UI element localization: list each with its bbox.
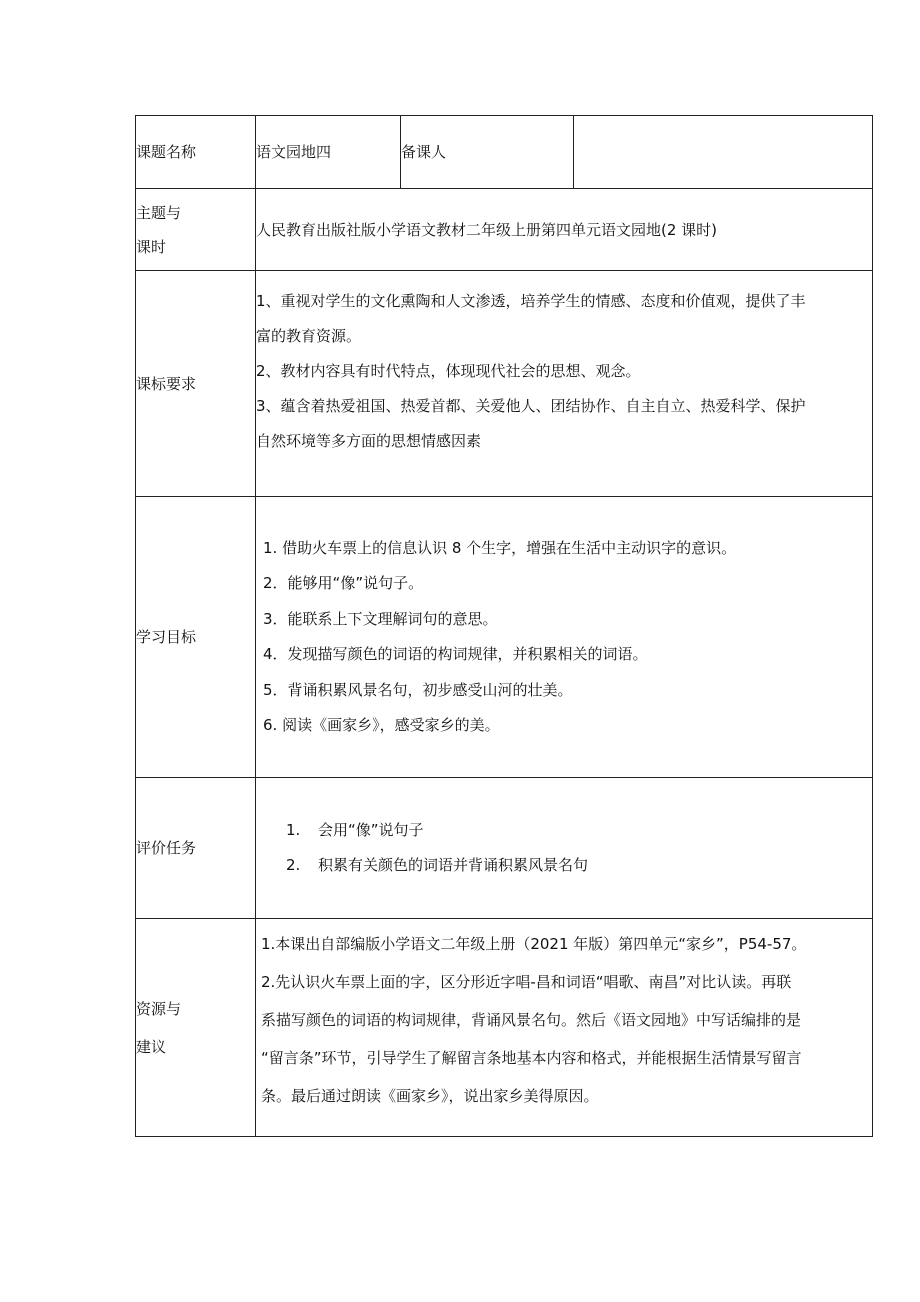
resource-line: “留言条”环节，引导学生了解留言条地基本内容和格式，并能根据生活情景写留言 bbox=[261, 1049, 802, 1067]
resource-line: 条。最后通过朗读《画家乡》，说出家乡美得原因。 bbox=[261, 1087, 599, 1105]
standard-line: 1、重视对学生的文化熏陶和人文渗透，培养学生的情感、态度和价值观，提供了丰 bbox=[256, 292, 806, 310]
standard-label: 课标要求 bbox=[136, 374, 197, 393]
eval-content-cell bbox=[256, 778, 873, 919]
goal-item: 2．能够用“像”说句子。 bbox=[263, 574, 424, 592]
row-resource bbox=[136, 919, 873, 1137]
row-eval bbox=[136, 778, 873, 919]
goals-label: 学习目标 bbox=[136, 628, 197, 646]
goal-item: 3．能联系上下文理解词句的意思。 bbox=[263, 609, 498, 628]
preparer-label-cell bbox=[401, 116, 574, 189]
resource-line: 系描写颜色的词语的构词规律，背诵风景名句。然后《语文园地》中写话编排的是 bbox=[261, 1011, 802, 1029]
theme-label-cell bbox=[136, 189, 256, 271]
resource-label-line1: 资源与 bbox=[136, 999, 182, 1018]
standard-line: 3、蕴含着热爱祖国、热爱首都、关爱他人、团结协作、自主自立、热爱科学、保护 bbox=[256, 397, 806, 415]
theme-value-cell bbox=[256, 189, 873, 271]
theme-label-line1: 主题与 bbox=[136, 203, 182, 222]
goals-label-cell bbox=[136, 497, 256, 778]
title-label-cell bbox=[136, 116, 256, 189]
goals-content-cell bbox=[256, 497, 873, 778]
eval-item-number: 1. bbox=[286, 821, 301, 839]
row-standard bbox=[136, 271, 873, 497]
eval-item bbox=[256, 848, 872, 883]
theme-label-line2: 课时 bbox=[136, 237, 167, 256]
eval-list bbox=[256, 813, 872, 883]
preparer-value-cell bbox=[574, 116, 873, 189]
title-value-cell bbox=[256, 116, 401, 189]
goal-item: 6. 阅读《画家乡》，感受家乡的美。 bbox=[263, 716, 500, 734]
eval-label-cell bbox=[136, 778, 256, 919]
eval-item bbox=[256, 813, 872, 848]
standard-line: 富的教育资源。 bbox=[256, 327, 362, 345]
eval-item-text: 积累有关颜色的词语并背诵积累风景名句 bbox=[318, 856, 589, 874]
preparer-label: 备课人 bbox=[401, 143, 447, 161]
resource-label-cell bbox=[136, 919, 256, 1137]
goal-item: 5．背诵积累风景名句，初步感受山河的壮美。 bbox=[263, 680, 573, 699]
lesson-plan-table bbox=[135, 115, 873, 1137]
resource-label-line2: 建议 bbox=[136, 1037, 167, 1056]
standard-line: 自然环境等多方面的思想情感因素 bbox=[256, 432, 482, 450]
standard-line: 2、教材内容具有时代特点，体现现代社会的思想、观念。 bbox=[256, 362, 641, 380]
standard-label-cell bbox=[136, 271, 256, 497]
eval-item-text: 会用“像”说句子 bbox=[318, 821, 424, 839]
resource-content-cell bbox=[256, 919, 873, 1137]
resource-line: 1.本课出自部编版小学语文二年级上册（2021 年版）第四单元“家乡”，P54-57。 bbox=[261, 935, 807, 953]
theme-value: 人民教育出版社版小学语文教材二年级上册第四单元语文园地(2 课时) bbox=[256, 220, 718, 239]
goal-item: 1. 借助火车票上的信息认识 8 个生字，增强在生活中主动识字的意识。 bbox=[263, 538, 737, 557]
row-title bbox=[136, 116, 873, 189]
row-goals bbox=[136, 497, 873, 778]
goal-item: 4．发现描写颜色的词语的构词规律，并积累相关的词语。 bbox=[263, 645, 648, 663]
row-theme bbox=[136, 189, 873, 271]
standard-content-cell bbox=[256, 271, 873, 497]
title-label: 课题名称 bbox=[136, 143, 197, 161]
resource-line: 2.先认识火车票上面的字，区分形近字唱-昌和词语“唱歌、南昌”对比认读。再联 bbox=[261, 973, 792, 991]
eval-item-number: 2. bbox=[286, 856, 301, 874]
eval-label: 评价任务 bbox=[136, 839, 197, 857]
title-value: 语文园地四 bbox=[256, 143, 332, 161]
